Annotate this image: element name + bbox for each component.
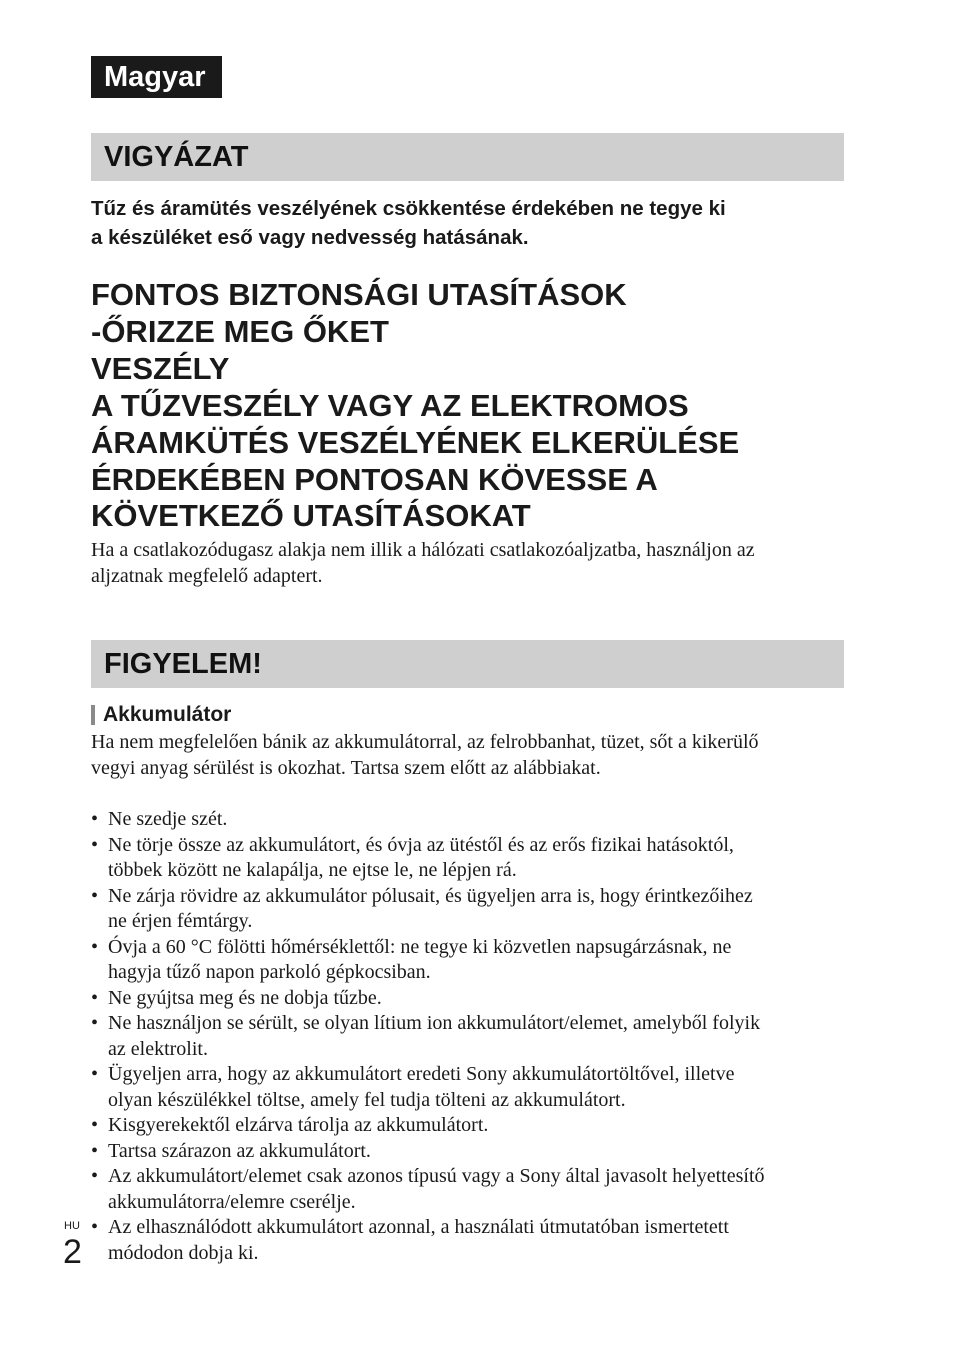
list-item [91,1062,861,1113]
list-item-line: Tartsa szárazon az akkumulátort. [108,1139,371,1162]
list-item-line: Az akkumulátort/elemet csak azonos típusú vagy a Sony által javasolt helyettesítő [108,1165,765,1187]
language-tab: Magyar [91,56,222,98]
list-item [91,1164,861,1215]
bullet-icon: • [91,986,99,1009]
bullet-icon: • [91,884,99,907]
heading-line: KÖVETKEZŐ UTASÍTÁSOKAT [91,498,531,534]
note-line: Ha a csatlakozódugasz alakja nem illik a hálózati csatlakozóaljzatba, használjon az [91,539,755,561]
bullet-icon: • [91,1216,99,1238]
bullet-icon: • [91,833,99,856]
page-number: 2 [63,1233,82,1271]
list-item [91,1215,861,1266]
list-item-line: Az elhasználódott akkumulátort azonnal, a használati útmutatóban ismertetett [108,1216,729,1238]
list-item [91,807,861,833]
bullet-icon: • [91,1114,99,1136]
list-item-line: Óvja a 60 °C fölötti hőmérséklettől: ne tegye ki közvetlen napsugárzásnak, ne [108,935,732,958]
bullet-icon: • [91,1139,99,1162]
list-item [91,1139,861,1165]
intro-line: Ha nem megfelelően bánik az akkumulátorral, az felrobbanhat, tüzet, sőt a kikerülő [91,731,759,753]
bullet-icon: • [91,935,99,958]
intro-line: vegyi anyag sérülést is okozhat. Tartsa szem előtt az alábbiakat. [91,756,601,779]
list-item [91,986,861,1012]
list-item-line: Ne szedje szét. [108,808,228,830]
heading-line: -ŐRIZZE MEG ŐKET [91,313,389,349]
battery-precautions-list [91,807,861,1266]
list-item-line: az elektrolit. [108,1037,208,1060]
bullet-icon: • [91,1165,99,1187]
list-item [91,884,861,935]
note-line: aljzatnak megfelelő adaptert. [91,564,323,587]
list-item [91,1011,861,1062]
heading-line: ÁRAMKÜTÉS VESZÉLYÉNEK ELKERÜLÉSE [91,424,740,460]
list-item-line: módodon dobja ki. [108,1241,259,1264]
subheading-text: Akkumulátor [103,703,232,726]
list-item-line: olyan készülékkel töltse, amely fel tudja tölteni az akkumulátort. [108,1088,626,1111]
list-item [91,833,861,884]
list-item-line: Kisgyerekektől elzárva tárolja az akkumulátort. [108,1114,489,1136]
list-item-line: hagyja tűző napon parkoló gépkocsiban. [108,961,431,983]
fire-shock-warning [91,194,851,252]
warning-line: Tűz és áramütés veszélyének csökkentése érdekében ne tegye ki [91,197,726,220]
adapter-note [91,538,851,589]
heading-line: ÉRDEKÉBEN PONTOSAN KÖVESSE A [91,461,658,497]
section-title-attention: FIGYELEM! [91,640,844,688]
bullet-icon: • [91,1063,99,1085]
subheading-bar [91,705,95,725]
list-item-line: Ügyeljen arra, hogy az akkumulátort eredeti Sony akkumulátortöltővel, illetve [108,1063,735,1085]
warning-line: a készüléket eső vagy nedvesség hatásának. [91,226,529,249]
heading-line: A TŰZVESZÉLY VAGY AZ ELEKTROMOS [91,387,689,423]
list-item-line: ne érjen fémtárgy. [108,910,253,932]
list-item [91,935,861,986]
battery-intro [91,730,851,781]
heading-line: FONTOS BIZTONSÁGI UTASÍTÁSOK [91,277,627,312]
section-title-caution: VIGYÁZAT [91,133,844,181]
bullet-icon: • [91,808,99,830]
page-language-code: HU [64,1220,80,1232]
list-item-line: akkumulátorra/elemre cserélje. [108,1190,356,1213]
heading-line: VESZÉLY [91,350,230,386]
list-item-line: Ne zárja rövidre az akkumulátor pólusait, és ügyeljen arra is, hogy érintkezőihez [108,884,753,907]
list-item-line: Ne gyújtsa meg és ne dobja tűzbe. [108,986,382,1009]
battery-subheading [91,702,231,728]
safety-instructions-heading [91,277,891,535]
list-item-line: Ne törje össze az akkumulátort, és óvja az ütéstől és az erős fizikai hatásoktól, [108,833,734,856]
list-item-line: Ne használjon se sérült, se olyan lítium ion akkumulátort/elemet, amelyből folyik [108,1012,761,1034]
list-item-line: többek között ne kalapálja, ne ejtse le, ne lépjen rá. [108,859,517,881]
list-item [91,1113,861,1139]
bullet-icon: • [91,1012,99,1034]
